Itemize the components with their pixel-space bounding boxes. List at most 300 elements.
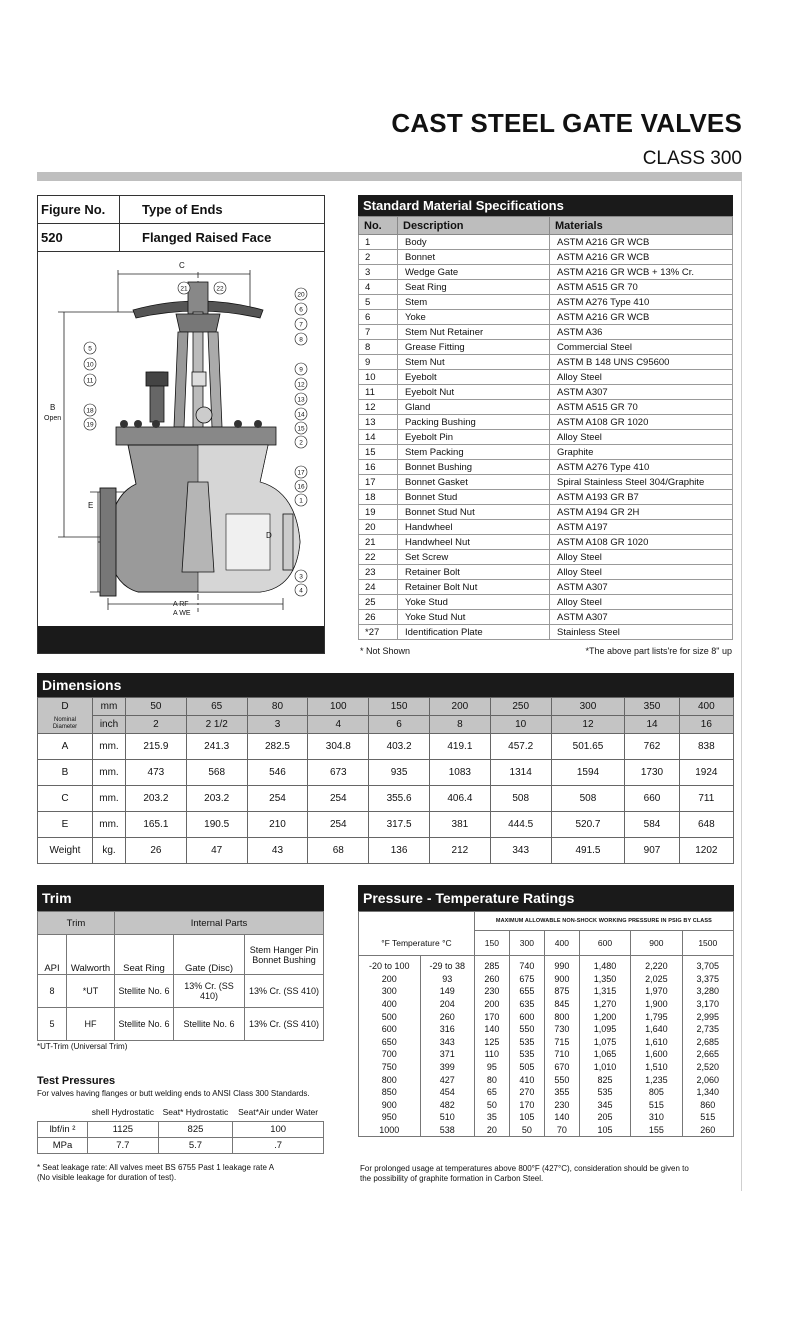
dimension-value: 935 [369,760,430,786]
pressure-class-header: 400 [544,931,579,956]
pressure-temp-cell: 65 [474,1086,509,1099]
dimension-value: 1202 [679,838,733,864]
table-row [359,370,733,385]
trim-header-walworth: Walworth [67,935,115,975]
figure-info-table [38,196,324,252]
pressure-temp-cell: 95 [474,1061,509,1074]
table-row [38,760,734,786]
dimension-value: 165.1 [126,812,187,838]
size-inch: 4 [308,716,369,734]
size-inch: 12 [551,716,625,734]
part-material: Stainless Steel [550,625,733,640]
pressure-temp-cell: -20 to 100 [359,956,421,973]
table-row [359,310,733,325]
trim-header-gate: Gate (Disc) [174,935,245,975]
dimension-value: 355.6 [369,786,430,812]
pressure-temp-cell: 510 [420,1111,474,1124]
pressure-temp-title: Pressure - Temperature Ratings [358,885,734,911]
dimension-value: 1594 [551,760,625,786]
part-material: ASTM A216 GR WCB [550,310,733,325]
part-description: Retainer Bolt Nut [398,580,550,595]
dimension-value: 907 [625,838,679,864]
pressure-temp-cell: 1,600 [631,1048,682,1061]
dim-label-open: Open [44,415,62,422]
tp-header-seat-air: Seat*Air under Water [233,1103,324,1122]
tp-header-shell: shell Hydrostatic [88,1103,159,1122]
part-material: ASTM A307 [550,580,733,595]
part-number: 21 [359,535,398,550]
seat-leakage-note-line2: (No visible leakage for duration of test). [37,1173,177,1182]
part-number: 9 [359,355,398,370]
part-number: 22 [359,550,398,565]
pressure-temp-cell: 550 [509,1023,544,1036]
figure-no-value: 520 [38,224,120,252]
pressure-temp-cell: 850 [359,1086,421,1099]
dimension-value: 203.2 [186,786,247,812]
part-description: Bonnet Bushing [398,460,550,475]
part-description: Wedge Gate [398,265,550,280]
part-number: 1 [359,235,398,250]
pressure-temp-cell: 2,735 [682,1023,733,1036]
graphite-note-line1: For prolonged usage at temperatures above 800°F (427°C), consideration should be given to [360,1164,689,1173]
label-diameter: Diameter [52,724,78,731]
dim-label-a-we: A WE [173,610,191,617]
page-title: CAST STEEL GATE VALVES [391,108,742,138]
pressure-temp-cell: 270 [509,1086,544,1099]
seat-leakage-note-line1: * Seat leakage rate: All valves meet BS 6755 Past 1 leakage rate A [37,1163,275,1172]
size-mm: 80 [247,698,308,716]
pressure-temp-cell: 805 [631,1086,682,1099]
part-material: Alloy Steel [550,550,733,565]
pressure-temp-cell: 730 [544,1023,579,1036]
table-row [359,1086,734,1099]
size-inch: 14 [625,716,679,734]
part-number: 15 [359,445,398,460]
pressure-temp-cell: 50 [509,1124,544,1137]
pressure-temp-cell: 990 [544,956,579,973]
part-material: ASTM A276 Type 410 [550,460,733,475]
pressure-temp-cell: 2,995 [682,1010,733,1023]
part-material: ASTM A216 GR WCB [550,250,733,265]
table-row [359,265,733,280]
part-description: Yoke Stud [398,595,550,610]
pressure-temp-cell: 285 [474,956,509,973]
table-row [359,325,733,340]
part-number: 24 [359,580,398,595]
trim-cell: Stellite No. 6 [115,1008,174,1041]
trim-cell: *UT [67,975,115,1008]
dimension-value: 1730 [625,760,679,786]
callout-number: 21 [180,285,188,293]
pressure-temp-cell: 355 [544,1086,579,1099]
dim-label-a-rf: A RF [173,601,189,608]
part-description: Identification Plate [398,625,550,640]
part-material: ASTM A307 [550,610,733,625]
size-mm: 250 [490,698,551,716]
dimension-value: 26 [126,838,187,864]
pressure-temp-cell: 3,280 [682,985,733,998]
pressure-temp-cell: 2,520 [682,1061,733,1074]
part-number: 14 [359,430,398,445]
pressure-temp-cell: 2,025 [631,973,682,986]
size-inch: 3 [247,716,308,734]
part-number: 6 [359,310,398,325]
dimension-unit: mm. [93,760,126,786]
part-description: Bonnet Stud Nut [398,505,550,520]
pressure-temp-cell: 3,375 [682,973,733,986]
graphite-note [360,1164,740,1184]
pressure-temp-cell: 1,095 [579,1023,630,1036]
size-mm: 65 [186,698,247,716]
internal-parts-group-header: Internal Parts [115,912,324,935]
seat-leakage-note [37,1163,274,1183]
part-material: Alloy Steel [550,595,733,610]
callout-number: 19 [86,421,94,429]
col-header-no: No. [359,217,398,235]
dimension-value: 254 [247,786,308,812]
pressure-temp-cell: 700 [359,1048,421,1061]
pressure-temp-cell: 1,900 [631,998,682,1011]
part-description: Packing Bushing [398,415,550,430]
size-inch: 16 [679,716,733,734]
pressure-temp-cell: 3,170 [682,998,733,1011]
figure-panel [37,195,325,654]
part-description: Grease Fitting [398,340,550,355]
dimension-unit: mm. [93,734,126,760]
part-material: ASTM A515 GR 70 [550,400,733,415]
pressure-temp-cell: 70 [544,1124,579,1137]
part-description: Yoke [398,310,550,325]
pressure-temp-cell: 1,970 [631,985,682,998]
dimension-value: 660 [625,786,679,812]
dimension-value: 762 [625,734,679,760]
table-row [359,400,733,415]
pressure-temp-cell: 538 [420,1124,474,1137]
table-row [359,1048,734,1061]
pressure-temp-cell: 260 [682,1124,733,1137]
part-number: 18 [359,490,398,505]
table-row [38,1138,324,1154]
part-description: Handwheel [398,520,550,535]
pressure-temp-cell: 2,685 [682,1036,733,1049]
pressure-temp-cell: 170 [509,1099,544,1112]
table-row [359,535,733,550]
table-row [359,580,733,595]
part-description: Body [398,235,550,250]
pressure-temp-cell: 371 [420,1048,474,1061]
table-row [359,1073,734,1086]
part-material: ASTM A216 GR WCB [550,235,733,250]
pressure-temp-cell: 600 [359,1023,421,1036]
table-row [359,490,733,505]
dimension-value: 203.2 [126,786,187,812]
pressure-temp-cell: 230 [544,1099,579,1112]
table-row [38,1008,324,1041]
label-nominal-diameter [38,716,93,734]
part-material: ASTM A276 Type 410 [550,295,733,310]
dimension-label: B [38,760,93,786]
pressure-temp-cell: 140 [474,1023,509,1036]
callout-number: 3 [299,573,303,581]
pressure-temp-cell: 535 [579,1086,630,1099]
dimension-value: 43 [247,838,308,864]
table-row [359,505,733,520]
pressure-temp-cell: -29 to 38 [420,956,474,973]
dimension-value: 546 [247,760,308,786]
pressure-temp-cell: 200 [474,998,509,1011]
pt-blank [359,912,475,931]
pt-subheader: MAXIMUM ALLOWABLE NON-SHOCK WORKING PRESSURE IN PSIG BY CLASS [474,912,733,931]
pressure-temp-cell: 454 [420,1086,474,1099]
label-inch: inch [93,716,126,734]
table-row [359,385,733,400]
part-material: Graphite [550,445,733,460]
test-pressure-cell: 1125 [88,1122,159,1138]
part-description: Eyebolt Pin [398,430,550,445]
dimension-label: Weight [38,838,93,864]
table-row [38,734,734,760]
pressure-temp-cell: 535 [509,1048,544,1061]
dimension-value: 241.3 [186,734,247,760]
callout-number: 7 [299,321,303,329]
test-pressure-cell: 825 [158,1122,233,1138]
dimension-value: 212 [429,838,490,864]
table-row [359,475,733,490]
test-pressure-cell: 7.7 [88,1138,159,1154]
table-row [38,975,324,1008]
part-number: 2 [359,250,398,265]
dim-label-e: E [88,501,94,510]
part-number: 5 [359,295,398,310]
pressure-temp-cell: 105 [509,1111,544,1124]
part-number: 16 [359,460,398,475]
part-description: Retainer Bolt [398,565,550,580]
valve-cross-section-drawing [38,252,324,626]
pressure-temp-cell: 535 [509,1036,544,1049]
part-description: Stem Packing [398,445,550,460]
pressure-temp-cell: 149 [420,985,474,998]
label-d: D [38,698,93,716]
pressure-temp-cell: 845 [544,998,579,1011]
dimension-value: 381 [429,812,490,838]
pressure-temp-cell: 950 [359,1111,421,1124]
callout-number: 22 [216,285,224,293]
material-spec-title: Standard Material Specifications [358,195,733,216]
part-description: Eyebolt Nut [398,385,550,400]
table-row [359,355,733,370]
part-number: 7 [359,325,398,340]
parts-list-note: *The above part lists're for size 8" up [585,646,732,656]
dimensions-table [37,697,734,864]
pressure-temp-cell: 316 [420,1023,474,1036]
pressure-temp-cell: 400 [359,998,421,1011]
pressure-temp-cell: 550 [544,1073,579,1086]
trim-note: *UT-Trim (Universal Trim) [37,1042,128,1051]
dimension-value: 568 [186,760,247,786]
trim-cell: 5 [38,1008,67,1041]
table-row [359,235,733,250]
pressure-temp-cell: 1,340 [682,1086,733,1099]
dim-label-b: B [50,403,56,412]
part-description: Handwheel Nut [398,535,550,550]
table-row [359,550,733,565]
table-row [38,786,734,812]
part-number: 17 [359,475,398,490]
table-row [359,973,734,986]
pressure-temp-cell: 110 [474,1048,509,1061]
pressure-temp-cell: 750 [359,1061,421,1074]
pressure-temp-cell: 345 [579,1099,630,1112]
table-row [38,1122,324,1138]
pt-temp-header: °F Temperature °C [359,931,475,956]
dimension-value: 1314 [490,760,551,786]
trim-cell: Stellite No. 6 [115,975,174,1008]
pressure-temp-cell: 260 [420,1010,474,1023]
pressure-class-header: 150 [474,931,509,956]
part-description: Yoke Stud Nut [398,610,550,625]
test-pressure-cell: MPa [38,1138,88,1154]
part-number: 3 [359,265,398,280]
part-description: Eyebolt [398,370,550,385]
pressure-temp-cell: 35 [474,1111,509,1124]
dimension-value: 838 [679,734,733,760]
pressure-class-header: 300 [509,931,544,956]
dimension-value: 304.8 [308,734,369,760]
dimension-value: 254 [308,812,369,838]
page-subtitle: CLASS 300 [642,148,742,169]
pressure-temp-cell: 1,610 [631,1036,682,1049]
size-mm: 300 [551,698,625,716]
pressure-temp-cell: 900 [359,1099,421,1112]
trim-cell: 8 [38,975,67,1008]
pressure-temp-cell: 1,315 [579,985,630,998]
part-material: Alloy Steel [550,565,733,580]
graphite-note-line2: the possibility of graphite formation in Carbon Steel. [360,1174,544,1183]
pressure-temp-cell: 427 [420,1073,474,1086]
tp-header-blank [38,1103,88,1122]
dimension-value: 215.9 [126,734,187,760]
part-number: 10 [359,370,398,385]
dimension-unit: mm. [93,786,126,812]
size-mm: 400 [679,698,733,716]
pressure-temp-cell: 800 [544,1010,579,1023]
pressure-temp-cell: 2,665 [682,1048,733,1061]
figure-no-label: Figure No. [38,196,120,224]
pressure-temp-cell: 505 [509,1061,544,1074]
size-inch: 6 [369,716,430,734]
size-inch: 2 1/2 [186,716,247,734]
callout-number: 6 [299,306,303,314]
pressure-temp-cell: 1,640 [631,1023,682,1036]
size-inch: 10 [490,716,551,734]
dimension-value: 68 [308,838,369,864]
trim-title: Trim [37,885,324,911]
pressure-temp-cell: 1,350 [579,973,630,986]
part-description: Stem Nut Retainer [398,325,550,340]
pressure-temp-cell: 1,200 [579,1010,630,1023]
dimension-value: 473 [126,760,187,786]
table-row [359,1099,734,1112]
pressure-temp-cell: 900 [544,973,579,986]
test-pressures-subtitle: For valves having flanges or butt welding ends to ANSI Class 300 Standards. [37,1089,310,1098]
table-row [359,565,733,580]
table-row [359,985,734,998]
pressure-temp-table [358,911,734,1137]
pressure-temp-cell: 875 [544,985,579,998]
callout-number: 9 [299,366,303,374]
dim-label-c: C [179,261,185,270]
callout-number: 17 [297,469,305,477]
trim-group-header: Trim [38,912,115,935]
table-row [359,1061,734,1074]
pressure-temp-cell: 230 [474,985,509,998]
pressure-temp-cell: 204 [420,998,474,1011]
table-row [359,430,733,445]
table-row [359,340,733,355]
table-row [359,250,733,265]
pressure-temp-cell: 515 [631,1099,682,1112]
material-spec-table [358,216,733,640]
callout-number: 4 [299,587,303,595]
part-description: Bonnet Stud [398,490,550,505]
dimension-value: 47 [186,838,247,864]
part-number: 13 [359,415,398,430]
part-material: ASTM A108 GR 1020 [550,535,733,550]
pressure-temp-cell: 3,705 [682,956,733,973]
dimension-value: 508 [551,786,625,812]
table-row [359,956,734,973]
pressure-temp-cell: 105 [579,1124,630,1137]
table-row [359,460,733,475]
pressure-temp-cell: 1,065 [579,1048,630,1061]
part-description: Seat Ring [398,280,550,295]
part-description: Stem [398,295,550,310]
callout-number: 2 [299,439,303,447]
callout-number: 10 [86,361,94,369]
table-row [38,812,734,838]
col-header-materials: Materials [550,217,733,235]
trim-header-api: API [38,935,67,975]
pressure-class-header: 900 [631,931,682,956]
dimension-value: 403.2 [369,734,430,760]
pressure-temp-cell: 205 [579,1111,630,1124]
callout-number: 18 [86,407,94,415]
callout-number: 11 [86,377,94,385]
callout-number: 16 [297,483,305,491]
table-row [359,595,733,610]
callout-number: 15 [297,425,305,433]
dimension-label: C [38,786,93,812]
pressure-temp-cell: 710 [544,1048,579,1061]
pressure-temp-cell: 2,220 [631,956,682,973]
test-pressure-cell: lbf/in ² [38,1122,88,1138]
dimension-unit: mm. [93,812,126,838]
part-material: Alloy Steel [550,370,733,385]
part-material: ASTM A307 [550,385,733,400]
pressure-temp-cell: 655 [509,985,544,998]
label-mm: mm [93,698,126,716]
right-margin-line [741,181,742,1191]
pressure-temp-cell: 2,060 [682,1073,733,1086]
part-material: ASTM A197 [550,520,733,535]
test-pressures-title: Test Pressures [37,1075,116,1087]
dimension-value: 282.5 [247,734,308,760]
not-shown-note: * Not Shown [360,646,411,656]
table-row [359,610,733,625]
dimension-value: 210 [247,812,308,838]
callout-number: 13 [297,396,305,404]
pressure-temp-cell: 20 [474,1124,509,1137]
